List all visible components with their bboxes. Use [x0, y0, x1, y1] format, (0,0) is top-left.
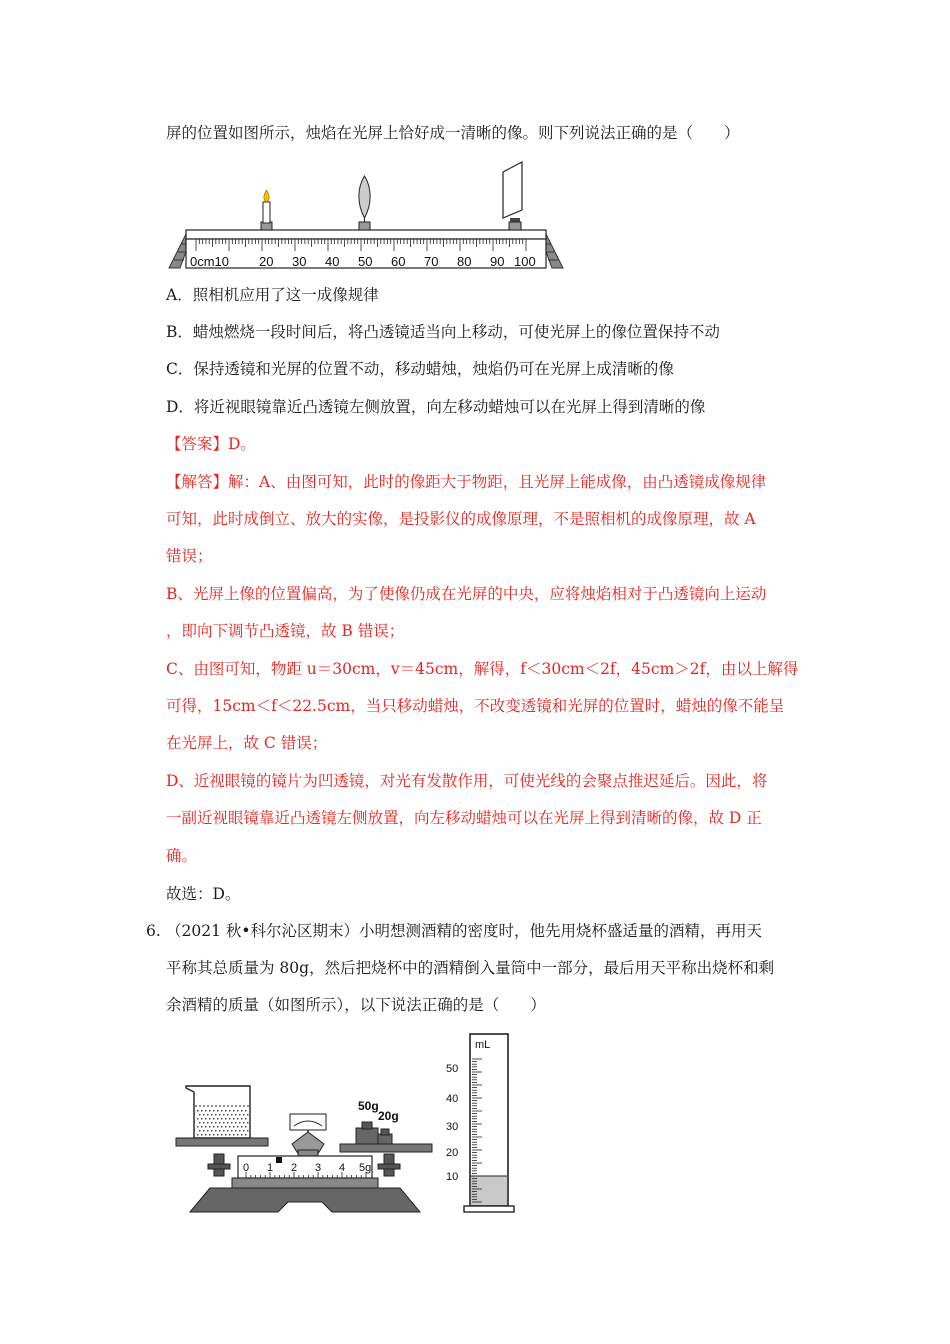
bench-label: 30	[292, 254, 307, 269]
solution-line: 可得，15cm＜f＜22.5cm，当只移动蜡烛，不改变透镜和光屏的位置时，蜡烛的像不能呈	[166, 697, 785, 715]
bench-label: 100	[514, 254, 536, 269]
optical-bench-figure	[166, 160, 566, 272]
beam-label: 2	[291, 1162, 298, 1174]
q6-stem-line: 平称其总质量为 80g，然后把烧杯中的酒精倒入量筒中一部分，最后用天平称出烧杯和剩	[166, 959, 775, 977]
solution-line: 在光屏上，故 C 错误；	[166, 734, 328, 752]
cylinder-label: 20	[446, 1147, 459, 1159]
cylinder-label: 30	[446, 1121, 459, 1133]
bench-label: 40	[325, 254, 340, 269]
beam-label: 3	[315, 1162, 322, 1174]
cylinder-liquid	[471, 1176, 507, 1205]
cylinder-label: 50	[446, 1063, 459, 1075]
option-c: C．保持透镜和光屏的位置不动，移动蜡烛，烛焰仍可在光屏上成清晰的像	[166, 360, 674, 378]
light-screen	[503, 162, 522, 230]
right-pan	[340, 1144, 432, 1152]
q6-stem-line: 余酒精的质量（如图所示），以下说法正确的是（ ）	[166, 996, 546, 1014]
balance-base	[190, 1188, 420, 1212]
option-a: A．照相机应用了这一成像规律	[166, 286, 379, 304]
solution-line: 可知，此时成倒立、放大的实像，是投影仪的成像原理，不是照相机的成像原理，故 A	[166, 510, 756, 528]
solution-line: C、由图可知，物距 u＝30cm，v＝45cm，解得，f＜30cm＜2f，45cm＞2f，由以上解得	[166, 660, 799, 678]
weight-label-50g: 50g	[358, 1099, 379, 1113]
convex-lens	[359, 176, 370, 230]
cylinder-unit: mL	[475, 1039, 491, 1051]
conclusion: 故选：D。	[166, 885, 241, 903]
candle	[261, 190, 272, 230]
q5-stem-tail: 屏的位置如图所示，烛焰在光屏上恰好成一清晰的像。则下列说法正确的是（ ）	[166, 124, 740, 142]
weight-label-20g: 20g	[378, 1109, 399, 1123]
bench-label: 60	[391, 254, 406, 269]
q6-stem-line: （2021 秋•科尔沁区期末）小明想测酒精的密度时，他先用烧杯盛适量的酒精，再用天	[166, 922, 763, 940]
solution-line: 一副近视眼镜靠近凸透镜左侧放置，向左移动蜡烛可以在光屏上得到清晰的像，故 D 正	[166, 809, 762, 827]
solution-line: D、近视眼镜的镜片为凹透镜，对光有发散作用，可使光线的会聚点推迟延后。因此，将	[166, 772, 768, 790]
bench-label: 90	[490, 254, 505, 269]
bench-label: 80	[457, 254, 472, 269]
cylinder-label: 10	[446, 1171, 459, 1183]
beam-label: 0	[243, 1162, 250, 1174]
solution-line: 确。	[166, 847, 198, 865]
graduated-cylinder-figure	[444, 1030, 520, 1216]
balance-figure	[172, 1080, 440, 1215]
cylinder-label: 40	[446, 1093, 459, 1105]
bench-label: 70	[424, 254, 439, 269]
beam-label: 5g	[359, 1162, 372, 1174]
left-pan	[176, 1138, 268, 1146]
beaker	[186, 1086, 250, 1138]
solution-line: B、光屏上像的位置偏高，为了使像仍成在光屏的中央，应将烛焰相对于凸透镜向上运动	[166, 585, 767, 603]
answer: 【答案】D。	[166, 435, 256, 453]
solution-line: ，即向下调节凸透镜，故 B 错误；	[166, 622, 405, 640]
bench-label: 0cm10	[190, 254, 230, 269]
beam-label: 4	[339, 1162, 346, 1174]
option-d: D．将近视眼镜靠近凸透镜左侧放置，向左移动蜡烛可以在光屏上得到清晰的像	[166, 398, 706, 416]
bench-label: 50	[358, 254, 373, 269]
solution-line: 【解答】解：A、由图可知，此时的像距大于物距，且光屏上能成像，由凸透镜成像规律	[166, 473, 767, 491]
balance-beam	[238, 1156, 372, 1178]
beam-label: 1	[267, 1162, 274, 1174]
rider	[276, 1157, 282, 1163]
solution-line: 错误；	[166, 547, 213, 565]
bench-label: 20	[259, 254, 274, 269]
weights	[356, 1122, 392, 1144]
question-number: 6.	[146, 922, 161, 940]
option-b: B．蜡烛燃烧一段时间后，将凸透镜适当向上移动，可使光屏上的像位置保持不动	[166, 323, 720, 341]
